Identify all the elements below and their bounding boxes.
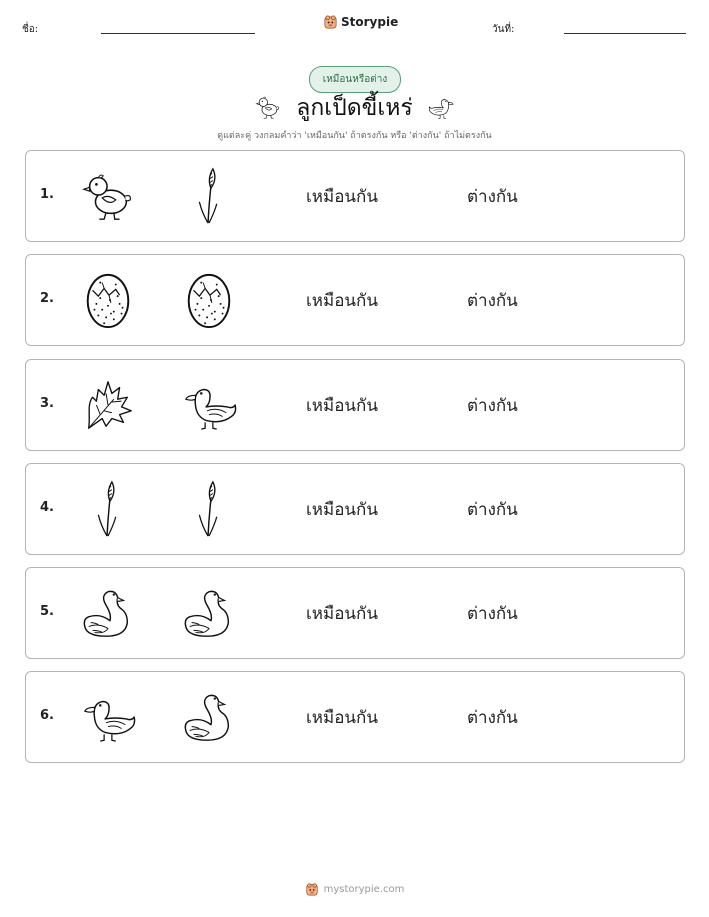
reed-icon <box>179 480 239 538</box>
reed-icon <box>78 480 138 538</box>
footer-url[interactable]: mystorypie.com <box>323 883 405 895</box>
same-option[interactable]: เหมือนกัน <box>306 604 378 624</box>
cracked-egg-icon <box>78 271 138 329</box>
storypie-logo-icon <box>305 882 319 896</box>
duck-icon <box>179 376 239 434</box>
activity-type-badge: เหมือนหรือต่าง <box>309 66 401 93</box>
different-option[interactable]: ต่างกัน <box>467 187 518 207</box>
question-number: 2. <box>40 291 54 306</box>
swan-icon <box>179 584 239 642</box>
brand-name: Storypie <box>341 14 399 29</box>
same-option[interactable]: เหมือนกัน <box>306 500 378 520</box>
different-option[interactable]: ต่างกัน <box>467 500 518 520</box>
footer <box>0 880 709 898</box>
instructions: ดูแต่ละคู่ วงกลมคำว่า 'เหมือนกัน' ถ้าตรงกัน หรือ 'ต่างกัน' ถ้าไม่ตรงกัน <box>217 131 492 141</box>
duckling-icon <box>78 167 138 225</box>
different-option[interactable]: ต่างกัน <box>467 396 518 416</box>
name-label: ชื่อ: <box>22 24 39 35</box>
cracked-egg-icon <box>179 271 239 329</box>
question-card <box>25 254 685 346</box>
question-number: 5. <box>40 604 54 619</box>
different-option[interactable]: ต่างกัน <box>467 708 518 728</box>
question-number: 3. <box>40 396 54 411</box>
storypie-logo-icon <box>323 14 338 29</box>
duckling-icon <box>254 93 282 121</box>
swan-icon <box>179 688 239 746</box>
question-number: 1. <box>40 187 54 202</box>
different-option[interactable]: ต่างกัน <box>467 604 518 624</box>
duck-icon <box>428 93 456 121</box>
same-option[interactable]: เหมือนกัน <box>306 291 378 311</box>
question-card <box>25 567 685 659</box>
duck-icon <box>78 688 138 746</box>
date-label: วันที่: <box>492 24 515 35</box>
leaf-icon <box>78 376 138 434</box>
name-field-line[interactable] <box>101 33 255 34</box>
page-title: ลูกเป็ดขี้เหร่ <box>296 95 413 121</box>
question-card <box>25 671 685 763</box>
brand-logo <box>323 14 398 29</box>
swan-icon <box>78 584 138 642</box>
worksheet-header <box>0 14 709 44</box>
question-card <box>25 150 685 242</box>
question-number: 4. <box>40 500 54 515</box>
same-option[interactable]: เหมือนกัน <box>306 187 378 207</box>
different-option[interactable]: ต่างกัน <box>467 291 518 311</box>
same-option[interactable]: เหมือนกัน <box>306 708 378 728</box>
question-card <box>25 463 685 555</box>
same-option[interactable]: เหมือนกัน <box>306 396 378 416</box>
date-field-line[interactable] <box>564 33 686 34</box>
reed-icon <box>179 167 239 225</box>
title-row <box>0 91 709 125</box>
question-card <box>25 359 685 451</box>
question-number: 6. <box>40 708 54 723</box>
